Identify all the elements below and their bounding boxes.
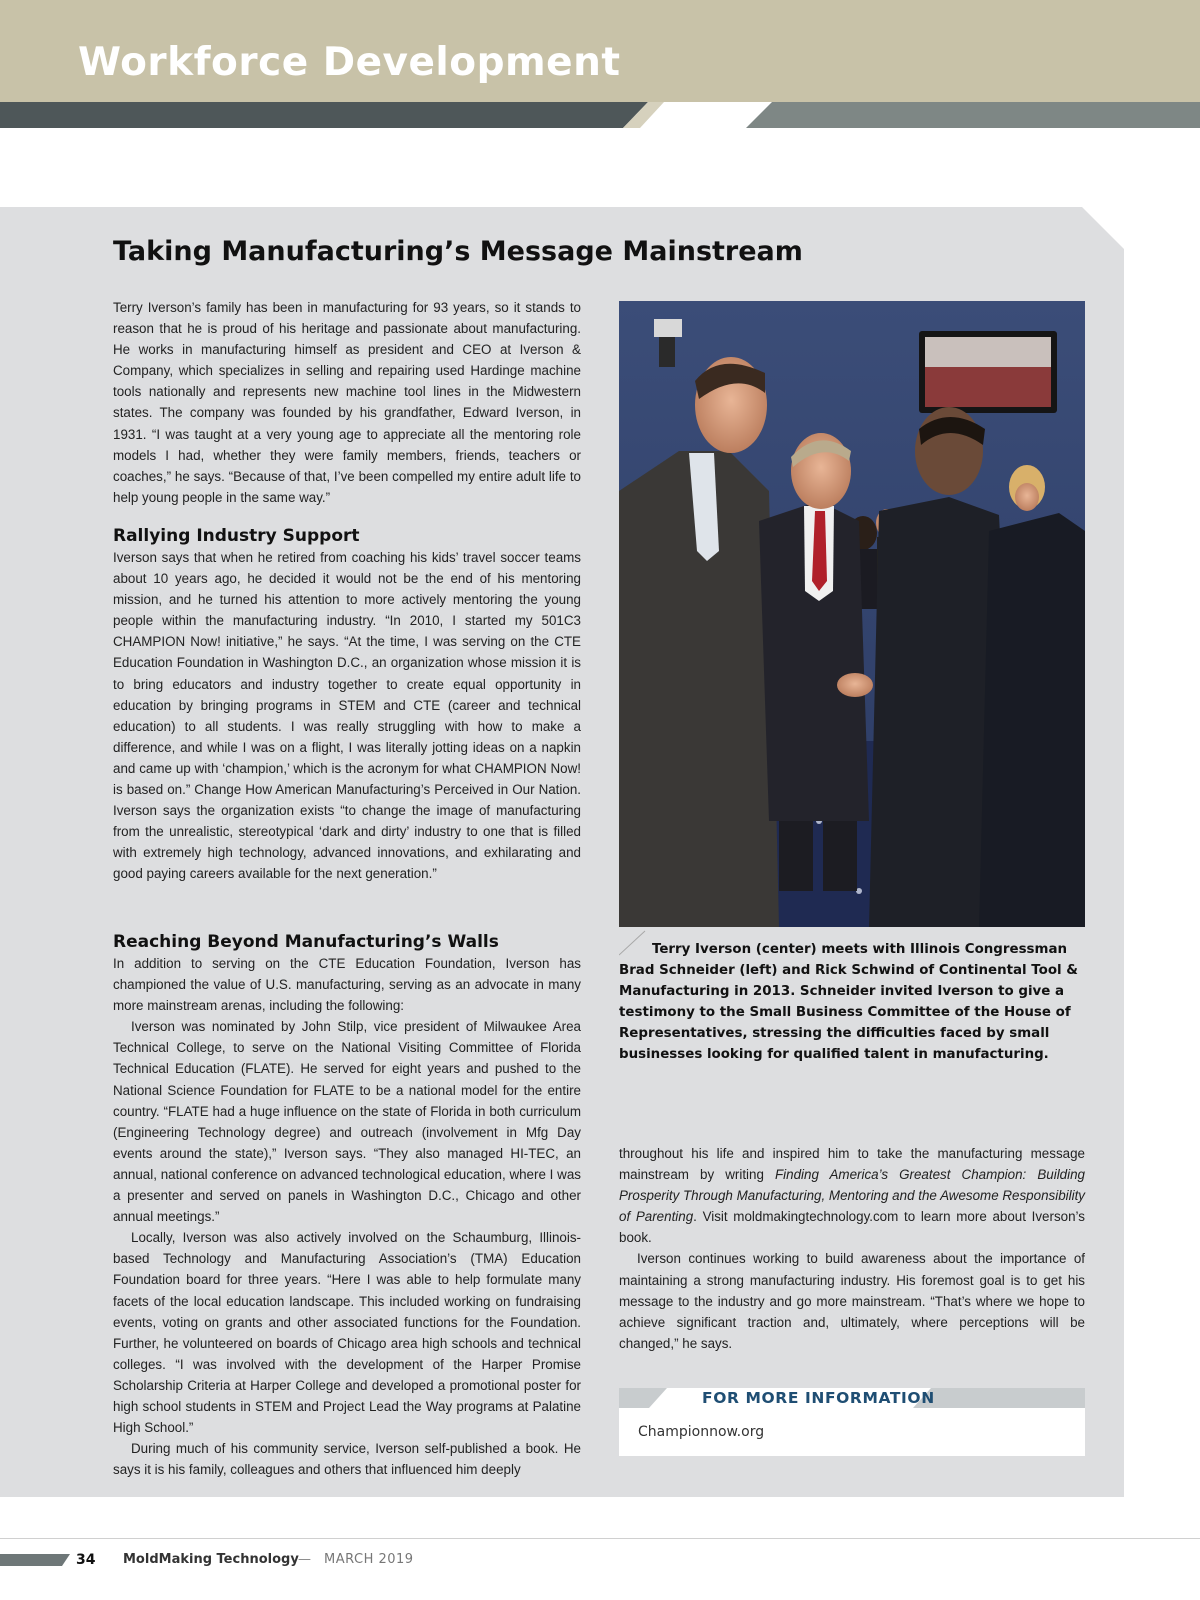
footer-dash: — [298, 1552, 311, 1567]
page-number: 34 [76, 1552, 96, 1568]
intro-paragraph: Terry Iverson’s family has been in manufacturing for 93 years, so it stands to reason that he is proud of his heritage and passionate about manufacturing. He works in manufacturing himself as president and CEO at Iverson & Company, which specializes in selling and repairing used Hardinge machine tools nationally and represents new machine tool lines in the Midwestern states. The company was founded by his grandfather, Edward Iverson, in 1931. “I was taught at a very young age to appreciate all the mentoring role models I had, whether they were family members, friends, teachers or coaches,” he says. “Because of that, I’ve been compelled my entire adult life to help young people in the same way.” [113, 300, 581, 505]
continuation-text-a: throughout his life and inspired him to take the manufacturing message mainstream by writing [619, 1146, 1085, 1183]
reaching-paragraph-4: During much of his community service, Iverson self-published a book. He says it is his family, colleagues and others that influenced him deeply [113, 1441, 581, 1478]
more-info-link[interactable]: Championnow.org [638, 1424, 765, 1440]
article-photo [619, 301, 1085, 927]
article-headline: Taking Manufacturing’s Message Mainstream [113, 236, 803, 267]
reaching-paragraph-1: In addition to serving on the CTE Education Foundation, Iverson has championed the value of U.S. manufacturing, serving as an advocate in many more mainstream arenas, including the following: [113, 956, 581, 1014]
left-column [113, 297, 581, 884]
right-column [619, 1143, 1085, 1354]
issue-date: MARCH 2019 [324, 1552, 414, 1567]
caption-tick-graphic [619, 929, 647, 957]
photo-caption [619, 939, 1091, 1066]
left-column-lower [113, 931, 581, 1480]
continuation-paragraph-2: Iverson continues working to build awareness about the importance of maintaining a strong manufacturing industry. His foremost goal is to get his message to the industry and go more mainstream. “That’s where we hope to achieve significant traction and, ultimately, where perceptions will be changed,” he says. [619, 1251, 1085, 1351]
continuation-text-b: . Visit moldmakingtechnology.com to learn more about Iverson’s book. [619, 1209, 1085, 1246]
reaching-paragraph-2: Iverson was nominated by John Stilp, vice president of Milwaukee Area Technical College, to serve on the National Visiting Committee of Florida Technical Education (FLATE). He served for eight years and pushed to the National Science Foundation for FLATE to be a national model for the entire country. “FLATE had a huge influence on the state of Florida in both curriculum (Engineering Technology degree) and outreach (involvement in Mfg Day events around the state),” Iverson says. “They also managed HI-TEC, an annual, national conference on advanced technological education, where I was a presenter and served on panels in Washington D.C., Chicago and other annual meetings.” [113, 1019, 581, 1225]
caption-text: Terry Iverson (center) meets with Illinois Congressman Brad Schneider (left) and Rick Schwind of Continental Tool & Manufacturing in 2013. Schneider invited Iverson to give a testimony to the Small Business Committee of the House of Representatives, stressing the difficulties faced by small businesses looking for qualified talent in manufacturing. [619, 942, 1078, 1063]
more-info-box [619, 1388, 1085, 1456]
section-heading-rallying: Rallying Industry Support [113, 525, 360, 546]
section-title: Workforce Development [78, 40, 621, 85]
book-title: Finding America’s Greatest Champion: Building Prosperity Through Manufacturing, Mentoring and the Awesome Responsibility of Parenting [619, 1167, 1085, 1225]
section-banner [0, 0, 1200, 128]
continuation-paragraph-1 [619, 1143, 1085, 1248]
section-heading-reaching: Reaching Beyond Manufacturing’s Walls [113, 932, 499, 952]
photo-illustration [619, 301, 1085, 927]
magazine-name: MoldMaking Technology [123, 1552, 299, 1567]
reaching-paragraph-3: Locally, Iverson was also actively involved on the Schaumburg, Illinois-based Technology and Manufacturing Association’s (TMA) Education Foundation board for three years. “Here I was able to help formulate many facets of the local education landscape. This included working on fundraising events, voting on grants and other associated functions for the Foundation. Further, he volunteered on boards of Chicago area high schools and technical colleges. “I was involved with the development of the Harper Promise Scholarship Criteria at Harper College and developed a promotional poster for high school students in STEM and Project Lead the Way programs at Palatine High School.” [113, 1230, 581, 1436]
footer-bar-graphic [0, 1554, 70, 1566]
footer-divider [0, 1538, 1200, 1539]
rallying-paragraph: Iverson says that when he retired from coaching his kids’ travel soccer teams about 10 years ago, he decided it would not be the end of his mentoring mission, and he turned his attention to more actively mentoring the young people within the manufacturing industry. “In 2010, I started my 501C3 CHAMPION Now! initiative,” he says. “At the time, I was serving on the CTE Education Foundation in Washington D.C., an organization whose mission it is to bring educators and industry together to create equal opportunity in education by bringing programs in STEM and CTE (career and technical education) to all students. I was really struggling with how to make a difference, and while I was on a flight, I was literally jotting ideas on a napkin and came up with ‘champion,’ which is the acronym for what CHAMPION Now! is based on.” Change How American Manufacturing’s Perceived in Our Nation. Iverson says the organization exists “to change the image of manufacturing from the unrealistic, stereotypical ‘dark and dirty’ industry to one that is filled with extremely high technology, advanced innovations, and exhilarating and good paying careers available for the next generation.” [113, 549, 581, 882]
more-info-title: FOR MORE INFORMATION [702, 1389, 935, 1407]
